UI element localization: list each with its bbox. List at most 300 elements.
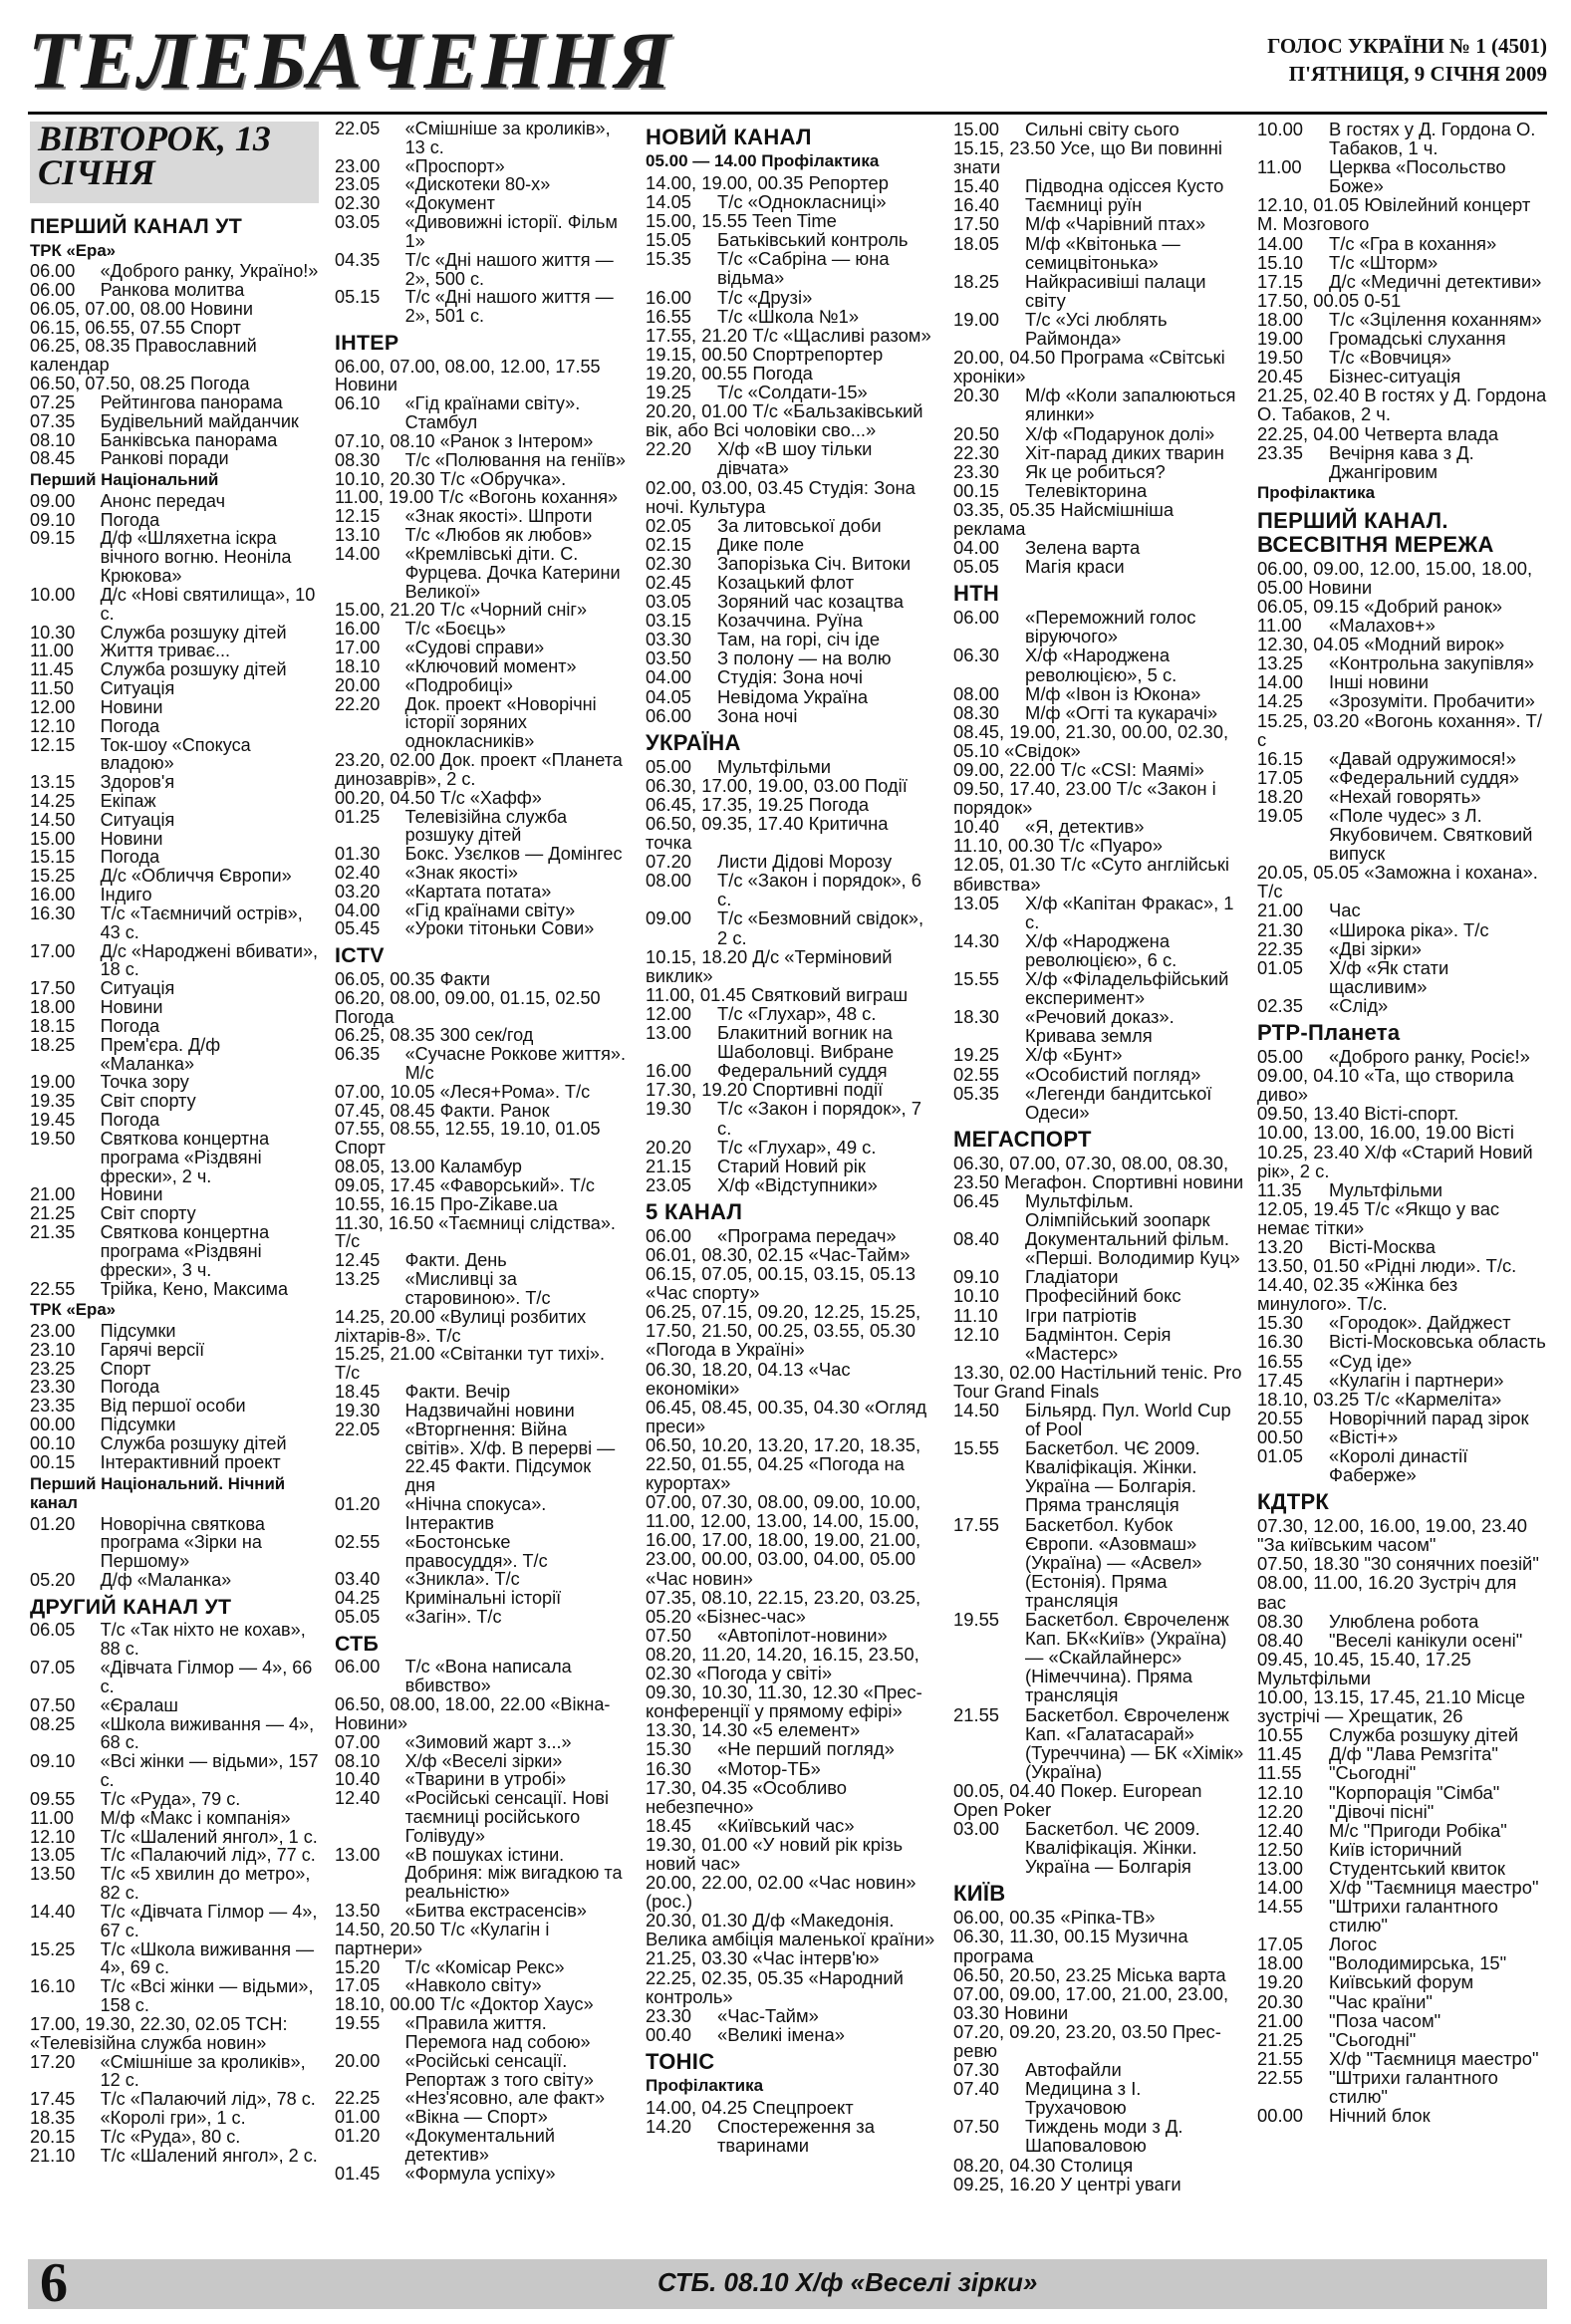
program-entry	[953, 969, 1244, 1007]
program-entry	[953, 1045, 1244, 1064]
program-time: 14.25	[1257, 690, 1304, 712]
program-entry	[1257, 1744, 1548, 1763]
program-time: 11.30, 16.50	[335, 1212, 434, 1233]
program-time: 03.15	[646, 610, 692, 632]
program-title: «Легенди бандитської Одеси»	[1025, 1082, 1212, 1123]
program-time: 19.55	[953, 1609, 1000, 1631]
program-entry	[1257, 120, 1548, 157]
program-title: Точка зору	[100, 1072, 189, 1093]
program-title: «Леся+Рома». Т/с	[434, 1081, 591, 1102]
program-title: Бокс. Узєлков — Домінгес	[404, 844, 623, 865]
program-title: Ситуація	[100, 978, 175, 999]
program-entry	[953, 760, 1244, 779]
program-title: «Погода у світі»	[691, 1663, 833, 1684]
program-title: Т/с «Шалений янгол», 1 с.	[100, 1826, 318, 1847]
program-title: Х/ф «Як стати щасливим»	[1329, 956, 1449, 997]
program-entry	[1257, 1972, 1548, 1991]
program-time: 01.05	[1257, 1445, 1304, 1466]
program-entry	[646, 795, 936, 814]
program-time: 10.10, 20.30	[335, 468, 435, 489]
program-title: "Штрихи галантного стилю"	[1329, 2066, 1498, 2107]
program-entry	[30, 698, 319, 717]
program-entry	[953, 214, 1244, 233]
program-time: 15.00	[953, 119, 1000, 139]
program-entry	[30, 660, 319, 679]
program-time: 08.25	[30, 1713, 76, 1734]
program-time: 08.30	[1257, 1610, 1304, 1632]
program-time: 02.55	[335, 1531, 381, 1552]
program-time: 18.25	[30, 1034, 76, 1055]
program-title: «Мотор-ТБ»	[717, 1757, 821, 1779]
program-entry	[1257, 1275, 1548, 1313]
program-time: 18.10	[335, 655, 381, 676]
program-entry	[953, 608, 1244, 646]
program-time: 10.30	[30, 622, 76, 643]
program-time: 18.00	[30, 997, 76, 1018]
program-entry	[646, 1004, 936, 1023]
program-entry	[953, 1965, 1244, 1984]
program-time: 12.15	[30, 734, 76, 755]
channel-heading: ПЕРШИЙ КАНАЛ УТ	[30, 214, 243, 238]
program-entry	[30, 979, 319, 998]
program-entry	[646, 383, 936, 401]
program-entry	[953, 195, 1244, 214]
program-title: М/ф «Огті та кукарачі»	[1025, 701, 1218, 723]
program-title: Зелена варта	[1025, 537, 1141, 559]
program-title: Х/ф «Старий Новий рік», 2 с.	[1257, 1141, 1533, 1181]
program-time: 04.35	[335, 249, 381, 270]
program-entry	[335, 1733, 626, 1752]
program-time: 18.05	[953, 232, 1000, 254]
program-entry	[1257, 1554, 1548, 1573]
program-title: Новини	[184, 298, 253, 319]
program-title: Х/ф «Капітан Фракас», 1 с.	[1025, 892, 1234, 932]
program-time: 17.55	[953, 1513, 1000, 1535]
program-time: 11.00, 01.45	[646, 983, 746, 1005]
program-entry	[30, 717, 319, 736]
program-title: «Не перший погляд»	[717, 1738, 895, 1760]
program-time: 09.30, 10.30, 11.30, 12.30	[646, 1681, 859, 1703]
channel-heading: НОВИЙ КАНАЛ	[646, 125, 812, 149]
program-title: Прем'єра. Д/ф «Маланка»	[100, 1034, 221, 1074]
program-time: 14.30	[953, 929, 1000, 951]
program-title: «Знак якості»	[404, 863, 518, 883]
program-title: «Та, що створила диво»	[1257, 1065, 1514, 1106]
program-title: Листи Дідові Морозу	[717, 851, 893, 873]
program-entry	[30, 1846, 319, 1865]
program-entry	[1257, 157, 1548, 195]
program-title: Т/с «Бальзаківський вік, або Всі чоловіки сво...»	[646, 400, 923, 441]
program-title: Федеральний суддя	[717, 1060, 888, 1082]
program-entry	[1257, 291, 1548, 310]
listing-column-2	[335, 120, 626, 2184]
program-time: 15.55	[953, 1437, 1000, 1459]
program-time: 06.00	[335, 1657, 381, 1678]
program-title: Ситуація	[100, 809, 175, 830]
program-entry	[335, 2108, 626, 2127]
program-title: Погода	[100, 1015, 160, 1036]
program-title: Служба розшуку дітей	[100, 659, 287, 680]
program-entry	[1257, 1897, 1548, 1935]
program-time: 16.55	[1257, 1350, 1304, 1372]
program-title: Т/с «Хафф»	[434, 787, 542, 808]
program-title: Х/ф «В шоу тільки дівчата»	[717, 438, 873, 479]
program-title: Новини	[100, 696, 163, 717]
program-time: 07.00	[335, 1731, 381, 1752]
program-time: 10.10	[953, 1285, 1000, 1307]
program-time: 00.00	[30, 1415, 76, 1435]
program-title: Т/с «Якщо у вас немає тітки»	[1257, 1197, 1500, 1238]
program-entry	[335, 989, 626, 1027]
program-time: 10.15, 18.20	[646, 945, 748, 967]
program-entry	[646, 687, 936, 706]
program-time: 22.05	[335, 1419, 381, 1439]
program-time: 14.50, 20.50	[335, 1919, 435, 1939]
program-title: Д/с «Нові святилища», 10 с.	[100, 584, 316, 624]
program-entry	[30, 811, 319, 830]
program-time: 11.00	[30, 641, 74, 661]
program-time: 07.30, 12.00, 16.00, 19.00, 23.40	[1257, 1515, 1527, 1537]
program-time: 04.05	[646, 685, 692, 707]
program-title: «Час-Тайм»	[803, 1243, 911, 1265]
program-title: «Прес-конференції у прямому ефірі»	[646, 1681, 922, 1722]
program-title: «Зникла». Т/с	[404, 1569, 520, 1590]
channel-heading: СТБ	[335, 1631, 380, 1656]
program-title: М/ф «Івон із Юкона»	[1025, 682, 1201, 704]
program-title: Факти. Ранок	[434, 1100, 550, 1121]
program-title: Спортивні події	[747, 1079, 884, 1101]
program-entry	[953, 500, 1244, 538]
program-entry	[30, 1017, 319, 1036]
program-entry	[30, 1809, 319, 1828]
program-title: Гарячі версії	[100, 1339, 205, 1360]
program-title: «Всі жінки — відьми», 157 с.	[100, 1751, 319, 1791]
program-time: 15.25, 03.20	[1257, 709, 1360, 731]
program-entry	[335, 1120, 626, 1158]
program-entry	[953, 1325, 1244, 1363]
program-time: 18.45	[335, 1382, 381, 1403]
program-entry	[30, 2147, 319, 2166]
program-time: 18.35	[30, 2107, 76, 2128]
program-title: Підводна одіссея Кусто	[1025, 175, 1224, 197]
program-time: 02.55	[953, 1063, 1000, 1085]
masthead	[28, 15, 1547, 110]
program-time: 08.30	[335, 449, 381, 470]
program-time: 07.30	[953, 2059, 1000, 2081]
program-title: Каламбур	[434, 1157, 522, 1177]
program-entry	[646, 2117, 936, 2155]
program-title: Т/с «Зцілення коханням»	[1329, 308, 1542, 330]
program-title: «Світанки тут тихі». Т/с	[335, 1344, 606, 1384]
block-subheading: 05.00 — 14.00 Профілактика	[646, 151, 880, 170]
program-entry	[30, 1378, 319, 1397]
program-title: Індиго	[100, 885, 152, 905]
program-entry	[646, 1778, 936, 1816]
program-time: 13.15	[30, 772, 76, 793]
program-time: 06.30	[953, 645, 1000, 666]
program-entry	[335, 507, 626, 526]
program-entry	[953, 2079, 1244, 2117]
program-entry	[30, 1092, 319, 1111]
program-title: Блакитний вогник на Шаболовці. Вибране	[717, 1022, 895, 1063]
program-entry	[30, 642, 319, 660]
program-title: «Зрозуміти. Пробачити»	[1329, 690, 1535, 712]
program-title: «Єралаш	[100, 1694, 178, 1715]
program-time: 06.00	[30, 279, 76, 300]
program-entry	[646, 554, 936, 573]
program-time: 06.10	[335, 393, 381, 414]
program-time: 18.20	[1257, 785, 1304, 807]
program-entry	[30, 1865, 319, 1903]
program-entry	[335, 2127, 626, 2165]
program-title: "Штрихи галантного стилю"	[1329, 1896, 1498, 1937]
program-time: 09.50, 13.40	[1257, 1103, 1360, 1125]
program-title: Т/с «Доктор Хаус»	[434, 1994, 594, 2015]
program-title: «Ріпка-ТВ»	[1055, 1907, 1156, 1929]
issue-date: П'ЯТНИЦЯ, 9 СІЧНЯ 2009	[1288, 62, 1547, 86]
program-entry	[30, 1977, 319, 2015]
program-entry	[30, 375, 319, 393]
program-time: 17.45	[30, 2089, 76, 2110]
program-time: 18.15	[30, 1015, 76, 1036]
program-time: 00.20, 04.50	[335, 787, 435, 808]
program-time: 06.50, 08.00, 18.00, 22.00	[335, 1694, 546, 1715]
program-time: 19.35	[30, 1091, 76, 1112]
program-title: Інші новини	[1329, 671, 1430, 693]
program-time: 08.00, 11.00, 16.20	[1257, 1572, 1415, 1594]
channel-heading: УКРАЇНА	[646, 729, 741, 755]
program-title: «Ключовий момент»	[404, 655, 577, 676]
program-title: «Школа виживання — 4», 68 с.	[100, 1713, 315, 1753]
program-entry	[1257, 2106, 1548, 2125]
program-entry	[335, 883, 626, 902]
program-entry	[1257, 768, 1548, 787]
program-title: Х/ф «Подарунок долі»	[1025, 422, 1215, 444]
program-time: 00.15	[953, 479, 1000, 501]
program-title: «Проспорт»	[404, 155, 505, 176]
program-entry	[953, 722, 1244, 760]
program-time: 07.00, 09.00, 17.00, 21.00, 23.00, 03.30	[953, 1982, 1229, 2023]
program-time: 20.30	[1257, 1990, 1304, 2012]
program-time: 07.40	[953, 2078, 1000, 2100]
program-title: М/ф «Квітонька — семицвітонька»	[1025, 232, 1180, 273]
program-time: 02.30	[335, 193, 381, 214]
program-entry	[953, 779, 1244, 817]
program-entry	[1257, 2049, 1548, 2068]
program-entry	[646, 211, 936, 230]
program-time: 13.10	[335, 525, 381, 546]
program-entry	[1257, 1687, 1548, 1725]
program-time: 15.30	[1257, 1312, 1304, 1334]
program-title: Т/с «Закон і порядок», 6 с.	[717, 870, 921, 910]
program-entry	[953, 817, 1244, 836]
program-title: «Огляд преси»	[646, 1396, 927, 1436]
program-time: 07.10, 08.10	[335, 430, 435, 451]
program-title: Трійка, Кено, Максима	[100, 1278, 289, 1299]
issue-info	[1267, 32, 1547, 88]
program-title: Т/с «Друзі»	[717, 286, 813, 308]
program-title: Екіпаж	[100, 790, 156, 811]
program-entry	[30, 1280, 319, 1299]
program-time: 16.40	[953, 194, 1000, 216]
program-time: 06.00	[953, 607, 1000, 629]
program-title: Т/с «Пуаро»	[1053, 835, 1164, 857]
program-time: 05.00	[1257, 1046, 1304, 1068]
program-title: Як це робиться?	[1025, 460, 1166, 482]
program-title: Дике поле	[717, 533, 805, 555]
program-entry	[1257, 1612, 1548, 1631]
program-title: «Вогонь кохання». Т/с	[1257, 709, 1543, 750]
program-entry	[335, 157, 626, 176]
program-entry	[646, 947, 936, 985]
program-entry	[30, 679, 319, 698]
program-entry	[335, 2052, 626, 2090]
program-entry	[335, 1270, 626, 1308]
program-title: Підсумки	[100, 1320, 176, 1341]
program-title: Мультфільм. Олімпійський зоопарк	[1025, 1189, 1210, 1231]
program-title: Т/с «Всі жінки — відьми», 158 с.	[100, 1976, 314, 2016]
program-time: 23.00	[335, 155, 381, 176]
program-time: 06.15, 07.05, 00.15, 03.15, 05.13	[646, 1263, 916, 1285]
program-title: Новини	[335, 375, 397, 395]
program-entry	[1257, 1992, 1548, 2011]
program-time: 05.05	[953, 556, 1000, 578]
program-time: 17.00	[30, 940, 76, 961]
program-title: Надзвичайні новини	[404, 1400, 575, 1420]
program-entry	[953, 348, 1244, 386]
program-title: Погода	[100, 715, 160, 736]
program-title: Т/с «Дівчата Гілмор — 4», 67 с.	[100, 1901, 318, 1940]
program-time: 06.50, 20.50, 23.25	[953, 1963, 1112, 1985]
program-entry	[1257, 272, 1548, 291]
program-title: Док. проект «Новорічні історії зоряних однокласників»	[404, 693, 597, 752]
program-time: 22.25, 04.00	[1257, 422, 1360, 444]
program-title: Студентський квиток	[1329, 1857, 1505, 1879]
program-entry	[30, 1111, 319, 1130]
program-entry	[335, 1976, 626, 1995]
program-title: Спорт	[184, 317, 241, 338]
day-heading-box	[30, 119, 319, 203]
program-time: 23.10	[30, 1339, 76, 1360]
program-time: 04.25	[335, 1588, 381, 1609]
program-time: 13.05	[953, 892, 1000, 913]
program-title: Церква «Посольство Боже»	[1329, 156, 1506, 197]
program-time: 22.05	[335, 119, 381, 138]
program-time: 09.00	[646, 907, 692, 929]
program-title: «Навколо світу»	[404, 1975, 542, 1996]
program-entry	[646, 1226, 936, 1245]
program-title: «Тварини в утробі»	[404, 1769, 567, 1790]
program-title: Т/с «Глухар», 49 с.	[717, 1136, 877, 1158]
program-title: Таємниці руїн	[1025, 194, 1143, 216]
program-entry	[646, 1911, 936, 1948]
program-time: 19.25	[953, 1044, 1000, 1066]
program-title: «Погода на курортах»	[646, 1453, 905, 1494]
program-title: Факти	[434, 968, 490, 989]
program-entry	[953, 646, 1244, 683]
program-entry	[953, 1065, 1244, 1084]
program-entry	[30, 624, 319, 643]
program-entry	[1257, 443, 1548, 481]
program-title: Новини	[100, 997, 163, 1018]
program-time: 17.30, 19.20	[646, 1079, 748, 1101]
program-entry	[335, 751, 626, 789]
program-time: 15.20	[335, 1956, 381, 1977]
program-entry	[1257, 1725, 1548, 1744]
program-entry	[1257, 1199, 1548, 1237]
program-entry	[335, 1921, 626, 1958]
program-title: Т/с «Обручка».	[434, 468, 567, 489]
channel-heading: КИЇВ	[953, 1881, 1006, 1907]
program-title: Т/с «Так ніхто не кохав», 88 с.	[100, 1620, 306, 1660]
program-title: Київ історичний	[1329, 1838, 1462, 1860]
program-entry	[953, 1819, 1244, 1876]
program-entry	[30, 1185, 319, 1204]
program-entry	[335, 451, 626, 470]
program-time: 10.25, 23.40	[1257, 1141, 1360, 1162]
program-entry	[335, 251, 626, 289]
program-entry	[30, 431, 319, 450]
program-time: 22.20	[335, 693, 381, 714]
program-time: 18.45	[646, 1814, 692, 1836]
program-title: Сильні світу сього	[1025, 119, 1179, 139]
program-title: Т/с «Руда», 80 с.	[100, 2126, 241, 2147]
program-time: 12.15	[335, 506, 381, 527]
program-time: 07.35, 08.10, 22.15, 23.20, 03.25, 05.20	[646, 1586, 921, 1627]
program-time: 21.30	[1257, 918, 1304, 940]
program-title: Четверта влада	[1359, 422, 1499, 444]
program-time: 09.00, 04.10	[1257, 1065, 1360, 1087]
program-entry	[646, 2006, 936, 2025]
program-title: «Речовий доказ». Кривава земля	[1025, 1006, 1175, 1047]
program-title: Документальний фільм. «Перші. Володимир Куц»	[1025, 1228, 1240, 1269]
program-entry	[335, 1589, 626, 1608]
program-time: 06.00	[30, 261, 76, 282]
program-entry	[1257, 920, 1548, 939]
program-time: 04.00	[646, 666, 692, 688]
program-title: З полону — на волю	[717, 647, 892, 669]
program-entry	[1257, 1390, 1548, 1409]
program-entry	[335, 657, 626, 676]
program-time: 15.15	[30, 847, 76, 868]
program-entry	[335, 432, 626, 451]
program-entry	[1257, 691, 1548, 710]
program-title: Факти. День	[404, 1250, 507, 1271]
program-title: Х/ф «Народжена революцією», 5 с.	[1025, 645, 1178, 685]
program-title: Прес-ревю	[953, 2020, 1221, 2061]
program-time: 19.00	[30, 1072, 76, 1093]
program-entry	[953, 855, 1244, 893]
program-entry	[1257, 1332, 1548, 1351]
program-title: Новорічна святкова програма «Зірки на Першому»	[100, 1513, 265, 1572]
program-entry	[646, 852, 936, 871]
program-entry	[30, 1036, 319, 1074]
program-title: Вісті	[1470, 1122, 1514, 1144]
program-time: 13.25	[1257, 652, 1304, 674]
program-title: Т/с «Полювання на геніїв»	[404, 449, 626, 470]
program-time: 21.55	[953, 1703, 1000, 1725]
program-title: Ігри патріотів	[1025, 1304, 1138, 1326]
program-title: «Уроки тітоньки Сови»	[404, 918, 595, 939]
program-entry	[1257, 1878, 1548, 1897]
program-time: 11.10	[953, 1304, 998, 1326]
program-title: «Судові справи»	[404, 638, 545, 658]
program-title: Репортер	[803, 172, 889, 193]
program-entry	[953, 1610, 1244, 1704]
program-title: Новини	[999, 2001, 1069, 2023]
program-time: 15.25	[30, 1938, 76, 1959]
program-entry	[953, 1363, 1244, 1401]
